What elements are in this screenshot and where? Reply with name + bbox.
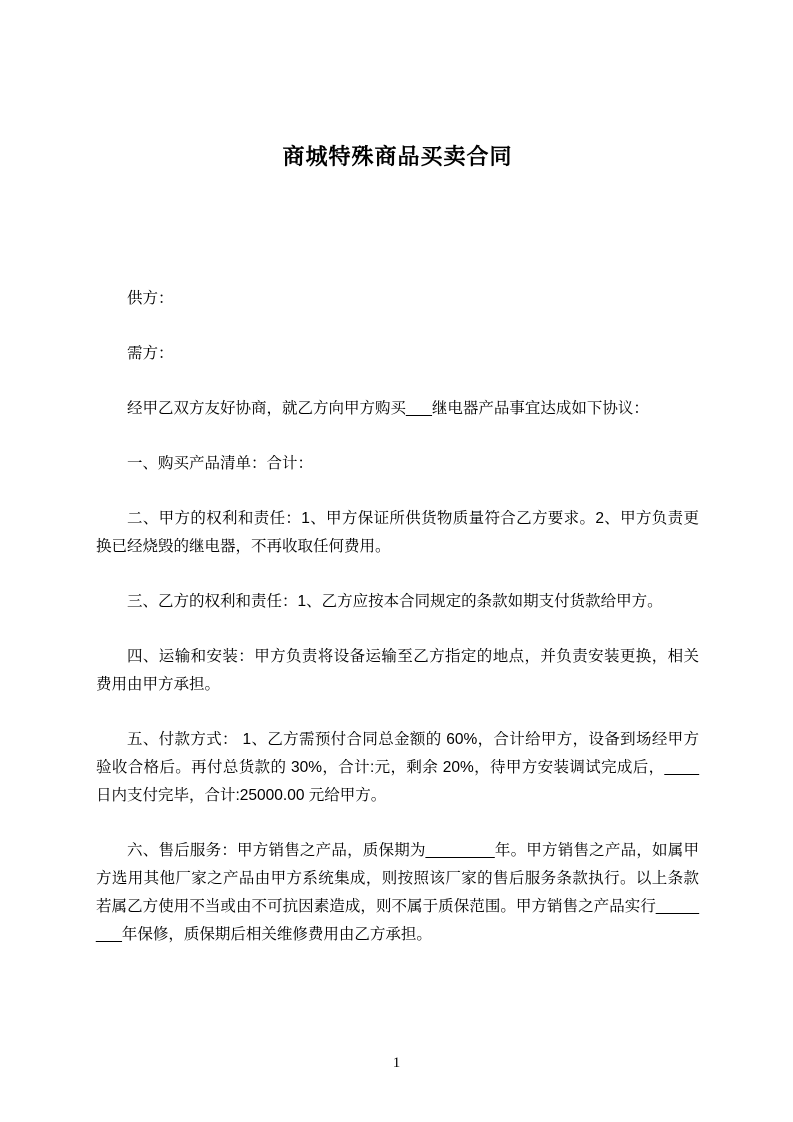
intro-paragraph: 经甲乙双方友好协商，就乙方向甲方购买___继电器产品事宜达成如下协议： (127, 400, 649, 417)
supplier-line: 供方： (127, 290, 174, 307)
buyer-line: 需方： (127, 345, 174, 362)
clause-6-after-sales: 六、售后服务：甲方销售之产品，质保期为________年。甲方销售之产品，如属甲方选用其他厂家之产品由甲方系统集成，则按照该厂家的售后服务条款执行。以上条款若属乙方使用不当或由不可抗因素造成，则不属于质保范围。甲方销售之产品实行________年保修，质保期后相关维修费用由乙方承担。 (96, 842, 699, 943)
document-title: 商城特殊商品买卖合同 (282, 144, 513, 169)
clause-4-transport-install: 四、运输和安装：甲方负责将设备运输至乙方指定的地点，并负责安装更换，相关费用由甲方承担。 (96, 648, 699, 693)
page-number: 1 (392, 1055, 401, 1071)
clause-3-party-b-rights: 三、乙方的权利和责任：1、乙方应按本合同规定的条款如期支付货款给甲方。 (127, 593, 663, 610)
clause-2-party-a-rights: 二、甲方的权利和责任：1、甲方保证所供货物质量符合乙方要求。2、甲方负责更换已经烧毁的继电器，不再收取任何费用。 (96, 510, 699, 555)
clause-5-payment-terms: 五、付款方式： 1、乙方需预付合同总金额的 60%，合计给甲方，设备到场经甲方验收合格后。再付总货款的 30%，合计:元，剩余 20%，待甲方安装调试完成后，____日内支付完毕，合计:25000.00 元给甲方。 (96, 731, 699, 804)
clause-1-product-list: 一、购买产品清单：合计： (127, 455, 314, 472)
